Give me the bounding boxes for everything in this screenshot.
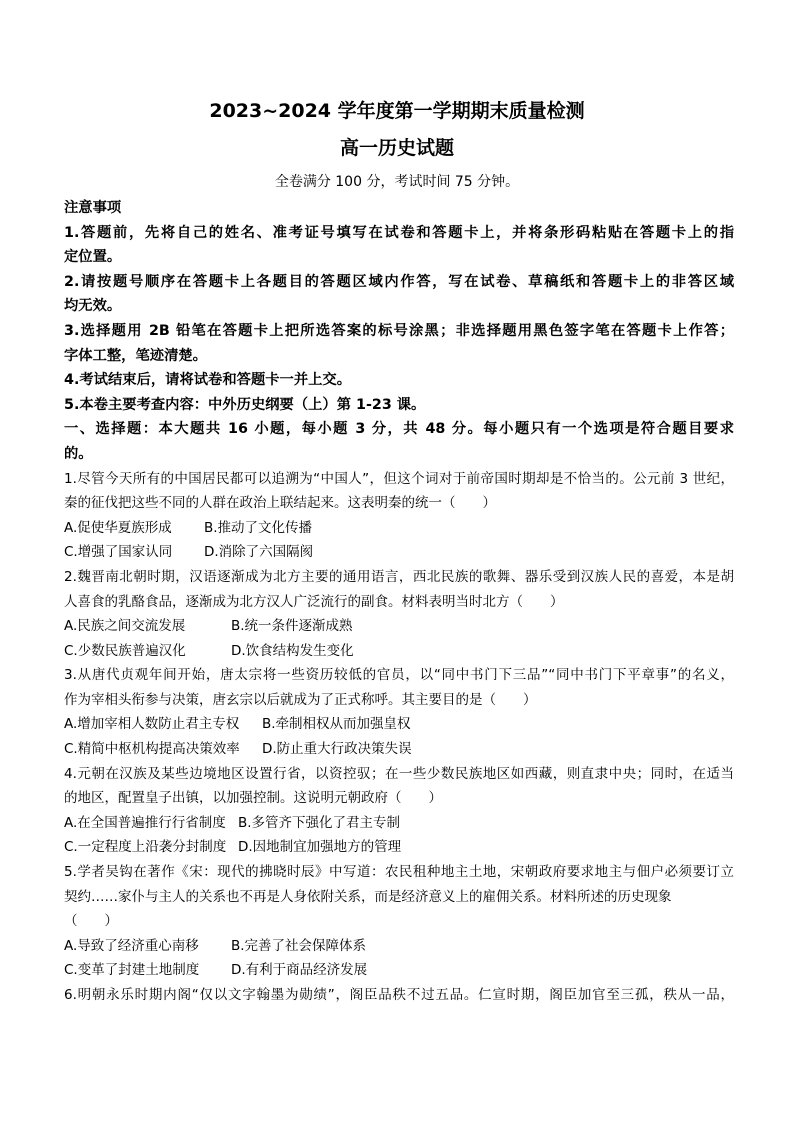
- question-5-options-row-1: [64, 934, 734, 959]
- question-5-option-a: A.导致了经济重心南移: [64, 937, 199, 954]
- question-2-stem-line-1: 2.魏晋南北朝时期，汉语逐渐成为北方主要的通用语言，西北民族的歌舞、器乐受到汉族人民的喜爱，本是胡: [64, 568, 734, 585]
- question-5-stem-line-3: （ ）: [64, 913, 118, 930]
- exam-title: 2023~2024 学年度第一学期期末质量检测: [209, 100, 585, 122]
- question-4-stem-line-2: 的地区，配置皇子出镇，以加强控制。这说明元朝政府（ ）: [64, 790, 442, 807]
- notice-item-3-line-1: 3.选择题用 2B 铅笔在答题卡上把所选答案的标号涂黑；非选择题用黑色签字笔在答题卡上作答；: [64, 322, 734, 339]
- question-4-option-c: C.一定程度上沿袭分封制度: [64, 839, 227, 856]
- question-1-option-b: B.推动了文化传播: [204, 519, 313, 536]
- question-4-option-b: B.多管齐下强化了君主专制: [238, 814, 401, 831]
- notice-item-3-line-2: 字体工整，笔迹清楚。: [64, 347, 207, 364]
- notice-heading: 注意事项: [64, 200, 122, 216]
- question-4-option-d: D.因地制宜加强地方的管理: [238, 839, 402, 856]
- question-3-stem-line-2: 作为宰相头衔参与决策，唐玄宗以后就成为了正式称呼。其主要目的是（ ）: [64, 691, 537, 708]
- question-3-option-c: C.精简中枢机构提高决策效率: [64, 741, 240, 758]
- notice-item-2-line-1: 2.请按题号顺序在答题卡上各题目的答题区域内作答，写在试卷、草稿纸和答题卡上的非答区域: [64, 273, 734, 290]
- exam-subject-title: 高一历史试题: [339, 137, 454, 159]
- question-1-option-a: A.促使华夏族形成: [64, 519, 172, 536]
- question-1-option-c: C.增强了国家认同: [64, 544, 173, 561]
- notice-item-5: 5.本卷主要考查内容：中外历史纲要（上）第 1-23 课。: [64, 396, 426, 413]
- notice-item-1-line-1: 1.答题前，先将自己的姓名、准考证号填写在试卷和答题卡上，并将条形码粘贴在答题卡上的指: [64, 224, 734, 241]
- question-2-option-d: D.饮食结构发生变化: [231, 642, 354, 659]
- question-3-option-d: D.防止重大行政决策失误: [262, 741, 412, 758]
- question-5-option-d: D.有利于商品经济发展: [231, 962, 368, 979]
- question-2-option-c: C.少数民族普遍汉化: [64, 642, 186, 659]
- question-2-option-b: B.统一条件逐渐成熟: [231, 618, 353, 635]
- question-5-options-row-2: [64, 958, 734, 983]
- notice-item-4: 4.考试结束后，请将试卷和答题卡一并上交。: [64, 372, 352, 389]
- question-4-option-a: A.在全国普遍推行行省制度: [64, 814, 226, 831]
- question-1-stem-line-1: 1.尽管今天所有的中国居民都可以追溯为“中国人”，但这个词对于前帝国时期却是不恰当的。公元前 3 世纪，: [64, 470, 734, 487]
- question-3-option-b: B.牵制相权从而加强皇权: [262, 716, 411, 733]
- question-3-option-a: A.增加宰相人数防止君主专权: [64, 716, 240, 733]
- question-6-stem-line-1: 6.明朝永乐时期内阁“仅以文字翰墨为勋绩”，阁臣品秩不过五品。仁宣时期，阁臣加官至三孤，秩从一品，: [64, 987, 734, 1003]
- question-4-options-row-1: [64, 811, 734, 836]
- question-3-options-row-1: [64, 712, 734, 737]
- question-4-stem-line-1: 4.元朝在汉族及某些边境地区设置行省，以资控驭；在一些少数民族地区如西藏，则直隶中央；同时，在适当: [64, 765, 734, 782]
- question-1-stem-line-2: 秦的征伐把这些不同的人群在政治上联结起来。这表明秦的统一（ ）: [64, 495, 496, 512]
- question-5-option-c: C.变革了封建土地制度: [64, 962, 200, 979]
- exam-body: [64, 196, 734, 1008]
- score-info: 全卷满分 100 分，考试时间 75 分钟。: [274, 174, 520, 190]
- notice-item-1-line-2: 定位置。: [64, 249, 122, 266]
- question-1-option-d: D.消除了六国隔阂: [204, 544, 314, 561]
- question-4-options-row-2: [64, 835, 734, 860]
- question-1-options-row-2: [64, 540, 734, 565]
- question-3-stem-line-1: 3.从唐代贞观年间开始，唐太宗将一些资历较低的官员，以“同中书门下三品”“同中书门下平章事”的名义，: [64, 667, 734, 684]
- question-2-option-a: A.民族之间交流发展: [64, 618, 186, 635]
- question-2-options-row-2: [64, 639, 734, 664]
- question-5-option-b: B.完善了社会保障体系: [231, 937, 367, 954]
- question-2-options-row-1: [64, 614, 734, 639]
- question-1-options-row-1: [64, 516, 734, 541]
- question-5-stem-line-2: 契约……家仆与主人的关系也不再是人身依附关系，而是经济意义上的雇佣关系。材料所述的历史现象: [64, 888, 672, 905]
- question-3-options-row-2: [64, 737, 734, 762]
- section-heading-line-2: 的。: [64, 445, 93, 462]
- section-heading-line-1: 一、选择题：本大题共 16 小题，每小题 3 分，共 48 分。每小题只有一个选项是符合题目要求: [64, 421, 734, 438]
- question-2-stem-line-2: 人喜食的乳酪食品，逐渐成为北方汉人广泛流行的副食。材料表明当时北方（ ）: [64, 593, 564, 610]
- question-5-stem-line-1: 5.学者吴钩在著作《宋：现代的拂晓时辰》中写道：农民租种地主土地，宋朝政府要求地主与佃户必须要订立: [64, 864, 734, 881]
- notice-item-2-line-2: 均无效。: [64, 298, 122, 315]
